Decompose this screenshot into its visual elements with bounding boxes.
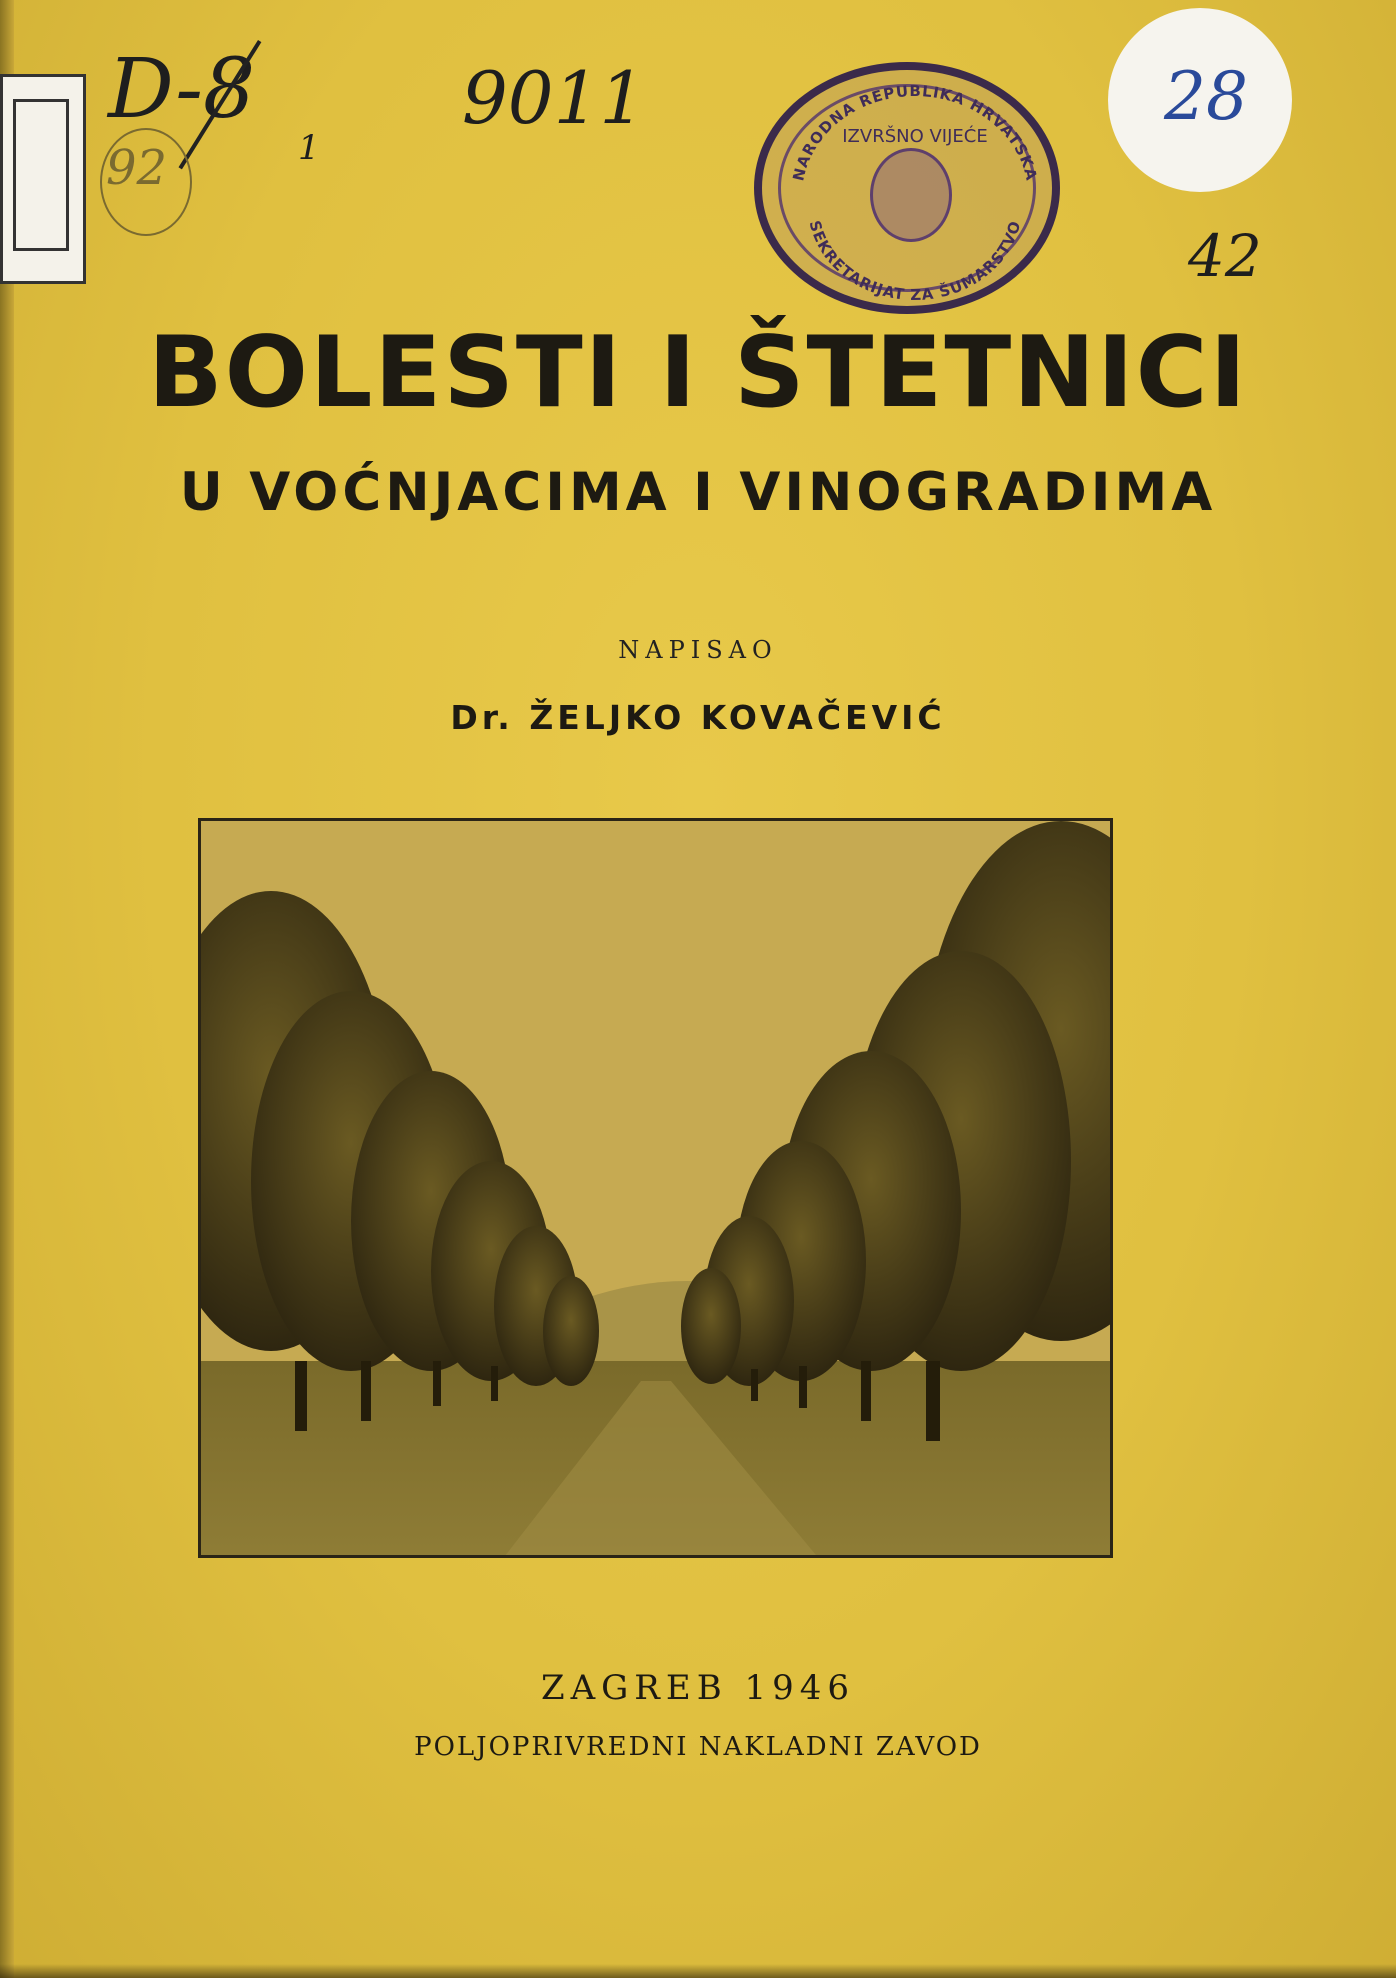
circled-number: 92 [106, 140, 168, 196]
author-name: Dr. ŽELJKO KOVAČEVIĆ [450, 698, 946, 737]
book-title: BOLESTI I ŠTETNICI [147, 316, 1249, 430]
side-number: 42 [1188, 222, 1262, 290]
library-label-tag [0, 74, 86, 284]
stamp-bottom-text: SEKRETARIJAT ZA ŠUMARSTVO [805, 218, 1025, 305]
stamp-outer-text: NARODNA REPUBLIKA HRVATSKA [789, 82, 1041, 183]
blue-number: 28 [1164, 58, 1248, 135]
coat-of-arms-emblem [870, 148, 952, 242]
book-subtitle: U VOĆNJACIMA I VINOGRADIMA [179, 462, 1217, 523]
orchard-photo [198, 818, 1113, 1558]
shelf-mark: D-8 [108, 42, 256, 137]
white-sticker [1108, 8, 1292, 192]
label-tag-frame [13, 99, 69, 251]
written-by-label: NAPISAO [618, 636, 778, 664]
stamp-inner-text: IZVRŠNO VIJEĆE [842, 126, 988, 147]
inventory-number: 9011 [462, 56, 646, 140]
shelf-mark-sub: 1 [298, 128, 320, 168]
place-and-year: ZAGREB 1946 [540, 1668, 856, 1708]
publisher-name: POLJOPRIVREDNI NAKLADNI ZAVOD [414, 1732, 982, 1762]
orchard-photo-illustration [201, 821, 1113, 1558]
institution-stamp [754, 62, 1060, 314]
cover-bottom-edge [0, 1964, 1396, 1978]
